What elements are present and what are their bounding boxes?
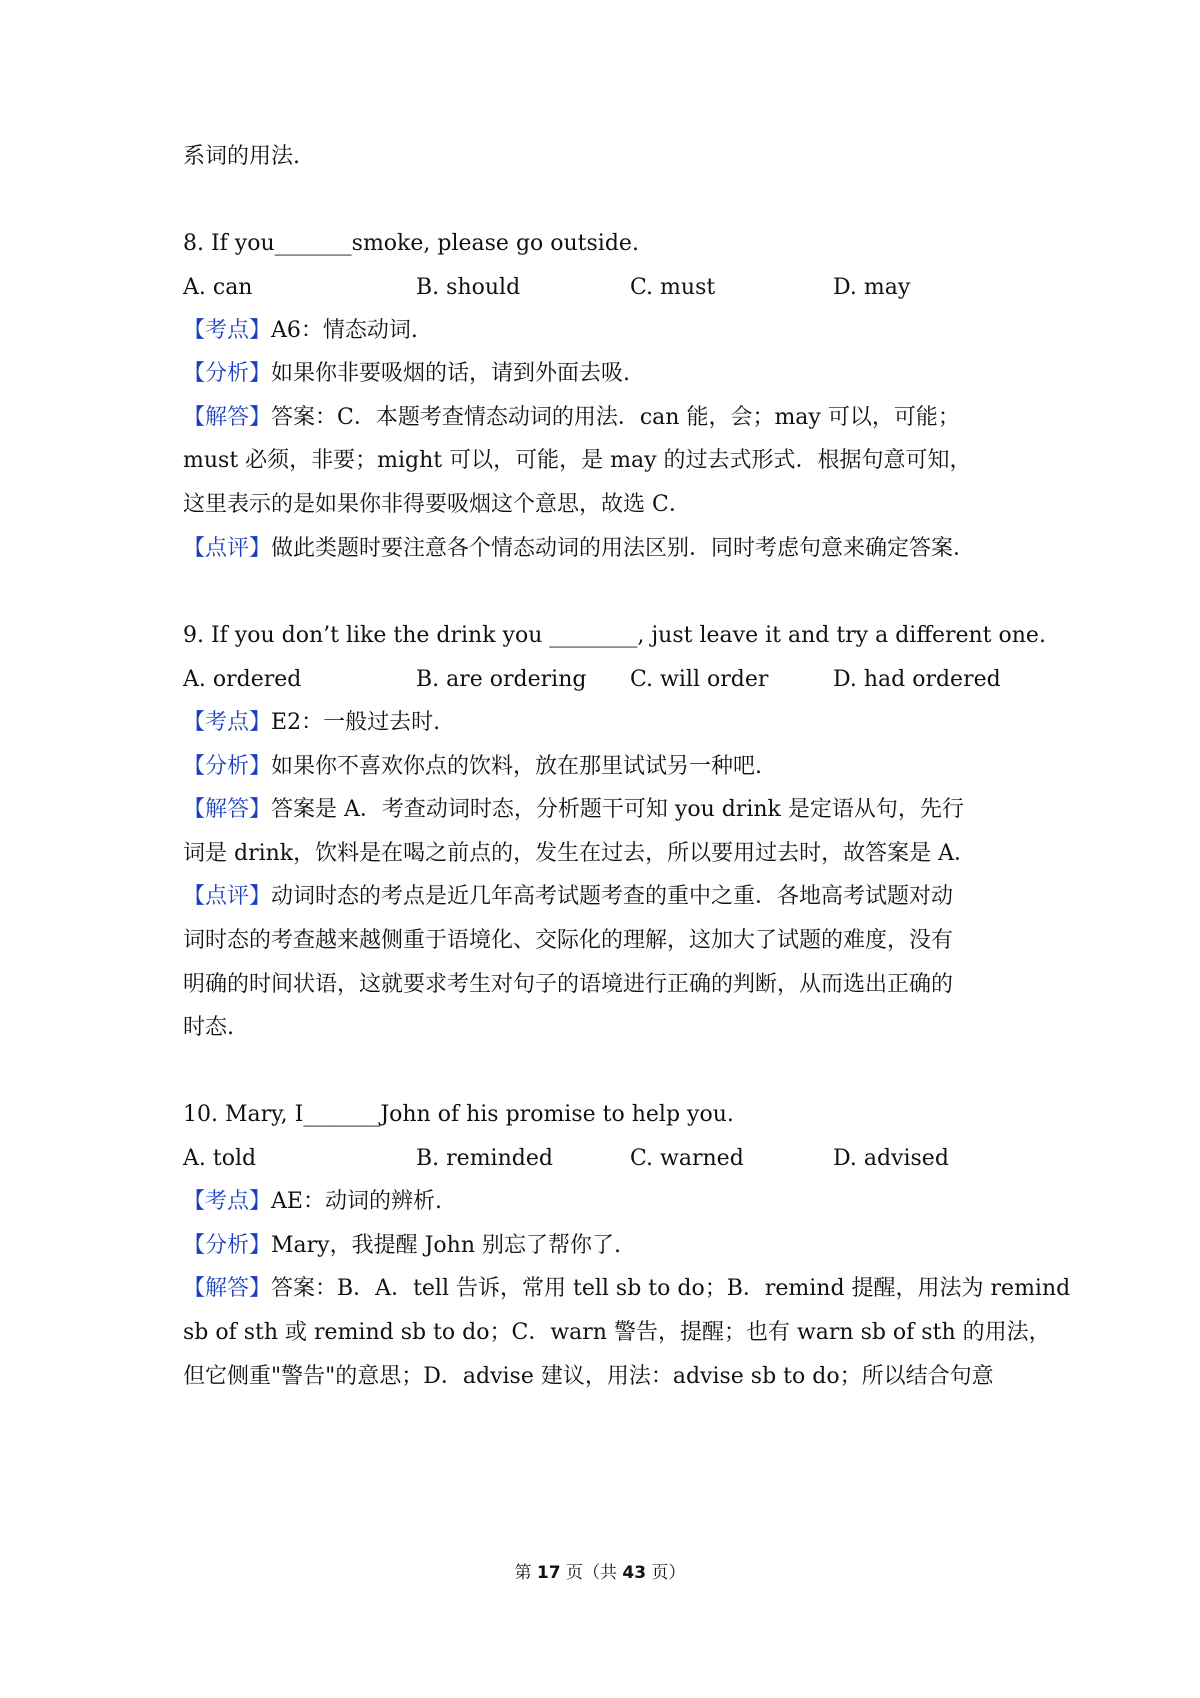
q10-stem-blank: _______ [303, 1102, 381, 1127]
footer-total-pages: 43 [622, 1563, 647, 1583]
q9-option-b: B. are ordering [416, 667, 587, 692]
footer-post: 页） [646, 1563, 686, 1583]
q10-jieda-text-1: 答案：B．A．tell 告诉，常用 tell sb to do；B．remind 提醒，用法为 remind [271, 1276, 1071, 1301]
q8-fenxi-text: 如果你非要吸烟的话，请到外面去吸. [271, 361, 631, 386]
q8-option-a: A. can [183, 275, 253, 300]
q9-dianping-text-4: 时态. [183, 1015, 234, 1040]
q9-jieda-text-2: 词是 drink，饮料是在喝之前点的，发生在过去，所以要用过去时，故答案是 A． [183, 841, 977, 866]
q9-kaodian-label: 【考点】 [183, 710, 272, 735]
q9-option-d: D. had ordered [833, 667, 1001, 692]
q8-option-b: B. should [416, 275, 521, 300]
q10-fenxi [183, 1231, 1023, 1261]
q9-dianping [183, 882, 1023, 912]
q8-kaodian-label: 【考点】 [183, 318, 272, 343]
q8-dianping [183, 534, 1023, 564]
q10-kaodian-label: 【考点】 [183, 1189, 272, 1214]
q9-jieda-text-1: 答案是 A．考查动词时态，分析题干可知 you drink 是定语从句，先行 [271, 797, 964, 822]
q8-stem: 8. If you_______smoke, please go outside. [183, 231, 639, 256]
q9-option-c: C. will order [630, 667, 769, 692]
q9-fenxi-label: 【分析】 [183, 754, 272, 779]
q9-dianping-label: 【点评】 [183, 884, 272, 909]
q8-jieda-text-2: must 必须，非要；might 可以，可能，是 may 的过去式形式．根据句意可知， [183, 448, 972, 473]
q8-option-d: D. may [833, 275, 911, 300]
q10-option-d: D. advised [833, 1146, 949, 1171]
q9-jieda-label: 【解答】 [183, 797, 272, 822]
q9-fenxi-text: 如果你不喜欢你点的饮料，放在那里试试另一种吧. [271, 754, 763, 779]
q10-option-b: B. reminded [416, 1146, 553, 1171]
q10-stem-pre: 10. Mary, I [183, 1102, 304, 1127]
q8-kaodian-text: A6：情态动词. [271, 318, 418, 343]
q8-jieda-text-1: 答案：C．本题考查情态动词的用法．can 能，会；may 可以，可能； [271, 405, 960, 430]
q8-jieda-label: 【解答】 [183, 405, 272, 430]
q10-jieda-text-3: 但它侧重"警告"的意思；D．advise 建议，用法：advise sb to do；所以结合句意 [183, 1364, 994, 1389]
q9-option-a: A. ordered [183, 667, 302, 692]
page-footer [0, 1561, 1200, 1585]
q8-option-c: C. must [630, 275, 716, 300]
intro-text: 系词的用法. [183, 144, 300, 169]
q8-jieda [183, 403, 1023, 433]
q9-dianping-text-3: 明确的时间状语，这就要求考生对句子的语境进行正确的判断，从而选出正确的 [183, 972, 954, 997]
q10-option-a: A. told [183, 1146, 257, 1171]
q8-fenxi-label: 【分析】 [183, 361, 272, 386]
q10-fenxi-text: Mary，我提醒 John 别忘了帮你了. [271, 1233, 621, 1258]
q10-stem-post: John of his promise to help you. [380, 1102, 734, 1127]
footer-page-number: 17 [536, 1563, 561, 1583]
q9-kaodian-text: E2：一般过去时. [271, 710, 441, 735]
q10-jieda-label: 【解答】 [183, 1276, 272, 1301]
q9-dianping-text-2: 词时态的考查越来越侧重于语境化、交际化的理解，这加大了试题的难度，没有 [183, 928, 954, 953]
q9-fenxi [183, 752, 1023, 782]
q9-dianping-text-1: 动词时态的考点是近几年高考试题考查的重中之重．各地高考试题对动 [271, 884, 954, 909]
q8-kaodian [183, 316, 1023, 346]
q10-jieda [183, 1274, 1071, 1304]
q9-jieda [183, 795, 1023, 825]
q8-dianping-label: 【点评】 [183, 536, 272, 561]
q8-fenxi [183, 359, 1023, 389]
q9-kaodian [183, 708, 1023, 738]
q9-stem: 9. If you don’t like the drink you ________, just leave it and try a different one. [183, 623, 1046, 648]
q10-jieda-text-2: sb of sth 或 remind sb to do；C．warn 警告，提醒；也有 warn sb of sth 的用法， [183, 1320, 1051, 1345]
q10-fenxi-label: 【分析】 [183, 1233, 272, 1258]
footer-pre: 第 [514, 1563, 537, 1583]
q8-jieda-text-3: 这里表示的是如果你非得要吸烟这个意思，故选 C． [183, 492, 691, 517]
q10-kaodian-text: AE：动词的辨析. [271, 1189, 442, 1214]
footer-mid: 页（共 [560, 1563, 623, 1583]
q10-kaodian [183, 1187, 1023, 1217]
q8-dianping-text: 做此类题时要注意各个情态动词的用法区别．同时考虑句意来确定答案． [271, 536, 976, 561]
q10-option-c: C. warned [630, 1146, 744, 1171]
q10-stem [183, 1100, 1023, 1130]
